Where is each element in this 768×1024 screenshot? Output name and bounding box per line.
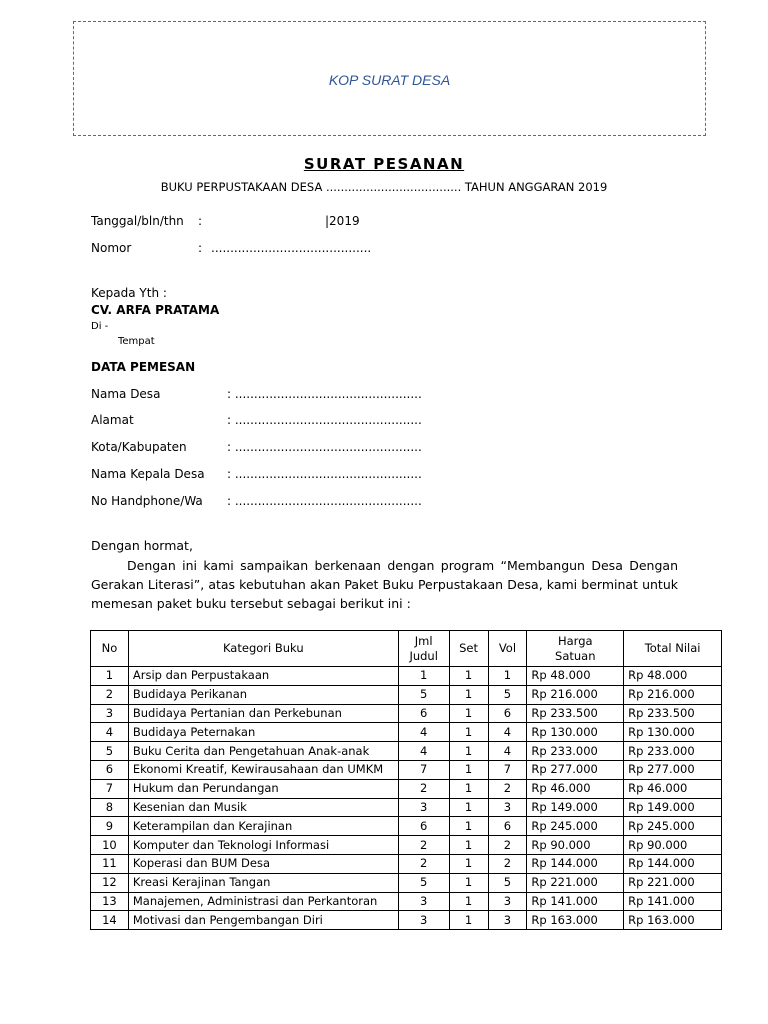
cell-total: Rp 233.500 [624,704,722,723]
cell-vol: 1 [488,667,527,686]
field-value-nama-desa: : ................................................. [227,387,422,401]
recipient-di: Di - [91,321,109,332]
cell-no: 13 [91,892,129,911]
header-jml-judul [398,631,449,667]
cell-kategori: Hukum dan Perundangan [128,779,398,798]
recipient-name: CV. ARFA PRATAMA [91,303,220,317]
header-jml-line2: Judul [409,648,438,663]
table-row [91,742,722,761]
cell-harga: Rp 216.000 [527,685,624,704]
cell-vol: 3 [488,911,527,930]
cell-set: 1 [449,667,488,686]
cell-jml: 3 [398,798,449,817]
cell-no: 2 [91,685,129,704]
cell-vol: 7 [488,760,527,779]
cell-total: Rp 216.000 [624,685,722,704]
cell-jml: 6 [398,704,449,723]
letterhead-placeholder: KOP SURAT DESA [328,72,451,88]
cell-kategori: Komputer dan Teknologi Informasi [128,836,398,855]
cell-jml: 4 [398,742,449,761]
cell-vol: 5 [488,685,527,704]
table-row [91,704,722,723]
document-subtitle: BUKU PERPUSTAKAAN DESA ..................................... TAHUN ANGGARAN 2019 [160,180,608,194]
cell-no: 11 [91,854,129,873]
cell-kategori: Keterampilan dan Kerajinan [128,817,398,836]
cell-jml: 5 [398,873,449,892]
cell-kategori: Manajemen, Administrasi dan Perkantoran [128,892,398,911]
cell-harga: Rp 130.000 [527,723,624,742]
table-row [91,892,722,911]
cell-no: 5 [91,742,129,761]
field-value-kepala-desa: : ................................................. [227,467,422,481]
header-harga-line1: Harga [557,633,593,648]
field-value-handphone: : ................................................. [227,494,422,508]
cell-total: Rp 48.000 [624,667,722,686]
cell-vol: 5 [488,873,527,892]
cell-no: 14 [91,911,129,930]
cell-total: Rp 90.000 [624,836,722,855]
field-value-alamat: : ................................................. [227,413,422,427]
table-row [91,836,722,855]
cell-vol: 6 [488,704,527,723]
cell-set: 1 [449,723,488,742]
cell-set: 1 [449,685,488,704]
table-row [91,873,722,892]
cell-harga: Rp 48.000 [527,667,624,686]
nomor-value: .......................................... [211,241,372,255]
cell-no: 10 [91,836,129,855]
cell-jml: 6 [398,817,449,836]
cell-total: Rp 130.000 [624,723,722,742]
tanggal-value: |2019 [325,214,360,228]
cell-harga: Rp 221.000 [527,873,624,892]
table-row [91,798,722,817]
cell-total: Rp 144.000 [624,854,722,873]
tanggal-label: Tanggal/bln/thn [91,214,184,228]
header-vol: Vol [488,631,527,667]
cell-total: Rp 46.000 [624,779,722,798]
body-paragraph [91,556,678,613]
cell-harga: Rp 245.000 [527,817,624,836]
cell-kategori: Kreasi Kerajinan Tangan [128,873,398,892]
header-harga-satuan [527,631,624,667]
header-kategori: Kategori Buku [128,631,398,667]
cell-set: 1 [449,742,488,761]
cell-harga: Rp 46.000 [527,779,624,798]
cell-set: 1 [449,911,488,930]
field-label-handphone: No Handphone/Wa [91,494,203,508]
cell-harga: Rp 141.000 [527,892,624,911]
table-row [91,854,722,873]
cell-vol: 2 [488,836,527,855]
cell-no: 3 [91,704,129,723]
cell-jml: 4 [398,723,449,742]
cell-total: Rp 233.000 [624,742,722,761]
cell-jml: 2 [398,779,449,798]
cell-jml: 3 [398,892,449,911]
cell-jml: 5 [398,685,449,704]
table-row [91,667,722,686]
cell-jml: 2 [398,836,449,855]
header-set: Set [449,631,488,667]
cell-kategori: Budidaya Peternakan [128,723,398,742]
cell-set: 1 [449,873,488,892]
table-row [91,779,722,798]
data-pemesan-heading: DATA PEMESAN [91,360,196,374]
body-paragraph-text: Dengan ini kami sampaikan berkenaan dengan program “Membangun Desa Dengan Gerakan Literasi”, atas kebutuhan akan Paket Buku Perpustakaan Desa, kami berminat untuk memesan paket buku tersebut sebagai berikut ini : [91,558,678,611]
cell-set: 1 [449,798,488,817]
cell-no: 8 [91,798,129,817]
header-no: No [91,631,129,667]
table-row [91,911,722,930]
field-label-kota: Kota/Kabupaten [91,440,187,454]
letterhead-box [73,21,706,136]
order-table [90,630,722,930]
cell-no: 4 [91,723,129,742]
cell-set: 1 [449,892,488,911]
cell-harga: Rp 233.500 [527,704,624,723]
cell-harga: Rp 233.000 [527,742,624,761]
cell-set: 1 [449,836,488,855]
cell-kategori: Kesenian dan Musik [128,798,398,817]
cell-total: Rp 163.000 [624,911,722,930]
cell-vol: 6 [488,817,527,836]
cell-vol: 4 [488,742,527,761]
cell-vol: 3 [488,892,527,911]
cell-set: 1 [449,760,488,779]
table-header-row [91,631,722,667]
salutation: Dengan hormat, [91,538,193,553]
cell-total: Rp 141.000 [624,892,722,911]
kepada-label: Kepada Yth : [91,286,167,300]
header-total-nilai: Total Nilai [624,631,722,667]
nomor-label: Nomor [91,241,132,255]
recipient-tempat: Tempat [118,336,155,347]
cell-harga: Rp 149.000 [527,798,624,817]
cell-set: 1 [449,817,488,836]
cell-harga: Rp 144.000 [527,854,624,873]
cell-total: Rp 149.000 [624,798,722,817]
tanggal-colon: : [198,214,203,228]
table-row [91,817,722,836]
cell-no: 7 [91,779,129,798]
cell-total: Rp 277.000 [624,760,722,779]
cell-kategori: Ekonomi Kreatif, Kewirausahaan dan UMKM [128,760,398,779]
cell-total: Rp 245.000 [624,817,722,836]
cell-kategori: Budidaya Perikanan [128,685,398,704]
cell-kategori: Buku Cerita dan Pengetahuan Anak-anak [128,742,398,761]
cell-vol: 4 [488,723,527,742]
cell-kategori: Arsip dan Perpustakaan [128,667,398,686]
header-harga-line2: Satuan [555,648,596,663]
cell-total: Rp 221.000 [624,873,722,892]
cell-no: 1 [91,667,129,686]
cell-set: 1 [449,704,488,723]
cell-jml: 3 [398,911,449,930]
cell-vol: 2 [488,779,527,798]
field-label-kepala-desa: Nama Kepala Desa [91,467,205,481]
table-row [91,760,722,779]
cell-vol: 2 [488,854,527,873]
cell-no: 12 [91,873,129,892]
cell-no: 6 [91,760,129,779]
cell-kategori: Koperasi dan BUM Desa [128,854,398,873]
cell-kategori: Motivasi dan Pengembangan Diri [128,911,398,930]
cell-harga: Rp 163.000 [527,911,624,930]
field-label-alamat: Alamat [91,413,134,427]
cell-set: 1 [449,854,488,873]
table-row [91,685,722,704]
cell-harga: Rp 277.000 [527,760,624,779]
nomor-colon: : [198,241,203,255]
cell-jml: 7 [398,760,449,779]
field-label-nama-desa: Nama Desa [91,387,161,401]
cell-jml: 2 [398,854,449,873]
cell-kategori: Budidaya Pertanian dan Perkebunan [128,704,398,723]
cell-no: 9 [91,817,129,836]
cell-jml: 1 [398,667,449,686]
cell-harga: Rp 90.000 [527,836,624,855]
cell-vol: 3 [488,798,527,817]
field-value-kota: : ................................................. [227,440,422,454]
document-title: SURAT PESANAN [303,155,465,173]
table-row [91,723,722,742]
header-jml-line1: Jml [414,633,433,648]
cell-set: 1 [449,779,488,798]
